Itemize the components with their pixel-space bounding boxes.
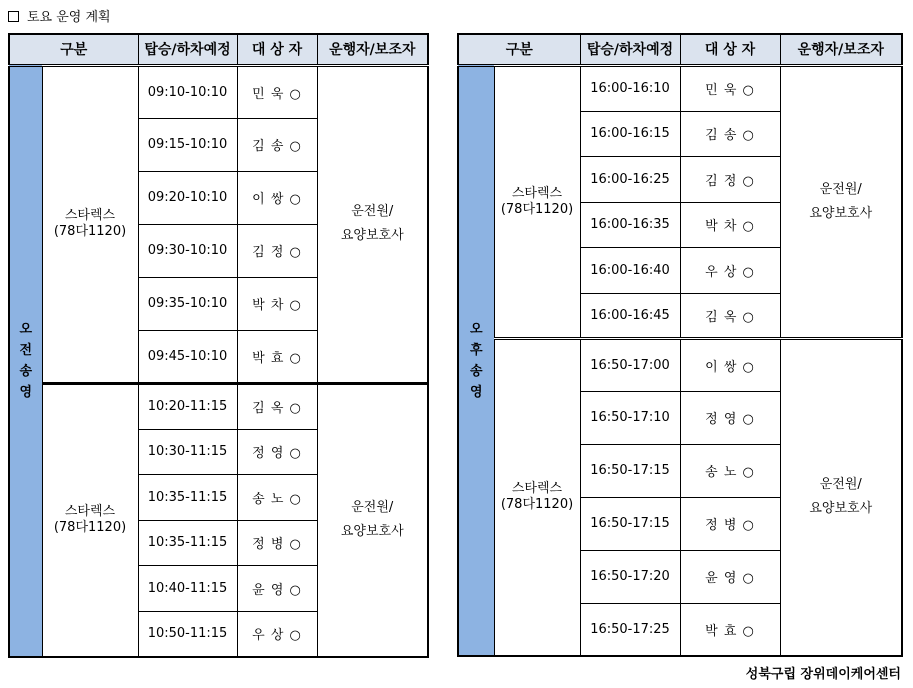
pickup-time: 10:20-11:15	[138, 383, 237, 429]
passenger-name: 김 정 ○	[237, 224, 317, 277]
table-header-row	[9, 34, 428, 65]
pickup-time: 10:40-11:15	[138, 565, 237, 611]
passenger-name: 송 노 ○	[680, 444, 780, 497]
staff-label: 운전원/ 요양보호사	[780, 338, 902, 656]
passenger-name: 우 상 ○	[237, 611, 317, 657]
passenger-name: 송 노 ○	[237, 474, 317, 520]
pickup-time: 09:30-10:10	[138, 224, 237, 277]
passenger-name: 정 영 ○	[237, 429, 317, 474]
header-time: 탑승/하차예정	[138, 34, 237, 65]
pickup-time: 16:00-16:35	[580, 202, 680, 247]
passenger-name: 김 송 ○	[237, 118, 317, 171]
square-bullet-icon	[8, 11, 19, 22]
pickup-time: 16:50-17:20	[580, 550, 680, 603]
staff-label: 운전원/ 요양보호사	[317, 383, 428, 657]
pickup-time: 16:50-17:10	[580, 391, 680, 444]
staff-label: 운전원/ 요양보호사	[780, 65, 902, 338]
passenger-name: 우 상 ○	[680, 247, 780, 293]
passenger-name: 윤 영 ○	[680, 550, 780, 603]
passenger-name: 이 쌍 ○	[680, 338, 780, 391]
pickup-time: 16:50-17:15	[580, 444, 680, 497]
passenger-name: 박 효 ○	[680, 603, 780, 656]
passenger-name: 김 옥 ○	[680, 293, 780, 338]
vehicle-label: 스타렉스 (78다1120)	[494, 65, 580, 338]
passenger-name: 민 욱 ○	[237, 65, 317, 118]
table-row	[458, 338, 902, 391]
passenger-name: 민 욱 ○	[680, 65, 780, 111]
pickup-time: 16:50-17:00	[580, 338, 680, 391]
pickup-time: 16:00-16:15	[580, 111, 680, 156]
passenger-name: 김 옥 ○	[237, 383, 317, 429]
pickup-time: 09:35-10:10	[138, 277, 237, 330]
pickup-time: 16:50-17:15	[580, 497, 680, 550]
pickup-time: 10:35-11:15	[138, 520, 237, 565]
pickup-time: 16:00-16:40	[580, 247, 680, 293]
table-header-row	[458, 34, 902, 65]
morning-schedule-table	[8, 33, 429, 658]
vehicle-label: 스타렉스 (78다1120)	[42, 383, 138, 657]
vehicle-label: 스타렉스 (78다1120)	[494, 338, 580, 656]
pickup-time: 09:15-10:10	[138, 118, 237, 171]
center-name-footer: 성북구립 장위데이케어센터	[745, 667, 901, 682]
pickup-time: 09:20-10:10	[138, 171, 237, 224]
pickup-time: 16:00-16:25	[580, 156, 680, 202]
header-group: 구분	[458, 34, 580, 65]
pickup-time: 09:10-10:10	[138, 65, 237, 118]
pickup-time: 16:50-17:25	[580, 603, 680, 656]
table-row	[9, 65, 428, 118]
passenger-name: 박 효 ○	[237, 330, 317, 383]
pickup-time: 09:45-10:10	[138, 330, 237, 383]
table-row	[458, 65, 902, 111]
pickup-time: 10:30-11:15	[138, 429, 237, 474]
header-person: 대 상 자	[237, 34, 317, 65]
header-staff: 운행자/보조자	[317, 34, 428, 65]
afternoon-schedule-table	[457, 33, 903, 657]
passenger-name: 박 차 ○	[237, 277, 317, 330]
pickup-time: 10:35-11:15	[138, 474, 237, 520]
table-row	[9, 383, 428, 429]
passenger-name: 이 쌍 ○	[237, 171, 317, 224]
passenger-name: 정 영 ○	[680, 391, 780, 444]
passenger-name: 정 병 ○	[680, 497, 780, 550]
passenger-name: 박 차 ○	[680, 202, 780, 247]
pickup-time: 16:00-16:10	[580, 65, 680, 111]
plan-heading-text: 토요 운영 계획	[27, 10, 111, 25]
session-label: 오 후 송 영	[458, 65, 494, 656]
header-staff: 운행자/보조자	[780, 34, 902, 65]
pickup-time: 10:50-11:15	[138, 611, 237, 657]
staff-label: 운전원/ 요양보호사	[317, 65, 428, 383]
header-time: 탑승/하차예정	[580, 34, 680, 65]
header-person: 대 상 자	[680, 34, 780, 65]
plan-heading	[8, 6, 111, 25]
vehicle-label: 스타렉스 (78다1120)	[42, 65, 138, 383]
passenger-name: 김 정 ○	[680, 156, 780, 202]
passenger-name: 윤 영 ○	[237, 565, 317, 611]
passenger-name: 정 병 ○	[237, 520, 317, 565]
session-label: 오 전 송 영	[9, 65, 42, 657]
pickup-time: 16:00-16:45	[580, 293, 680, 338]
passenger-name: 김 송 ○	[680, 111, 780, 156]
header-group: 구분	[9, 34, 138, 65]
